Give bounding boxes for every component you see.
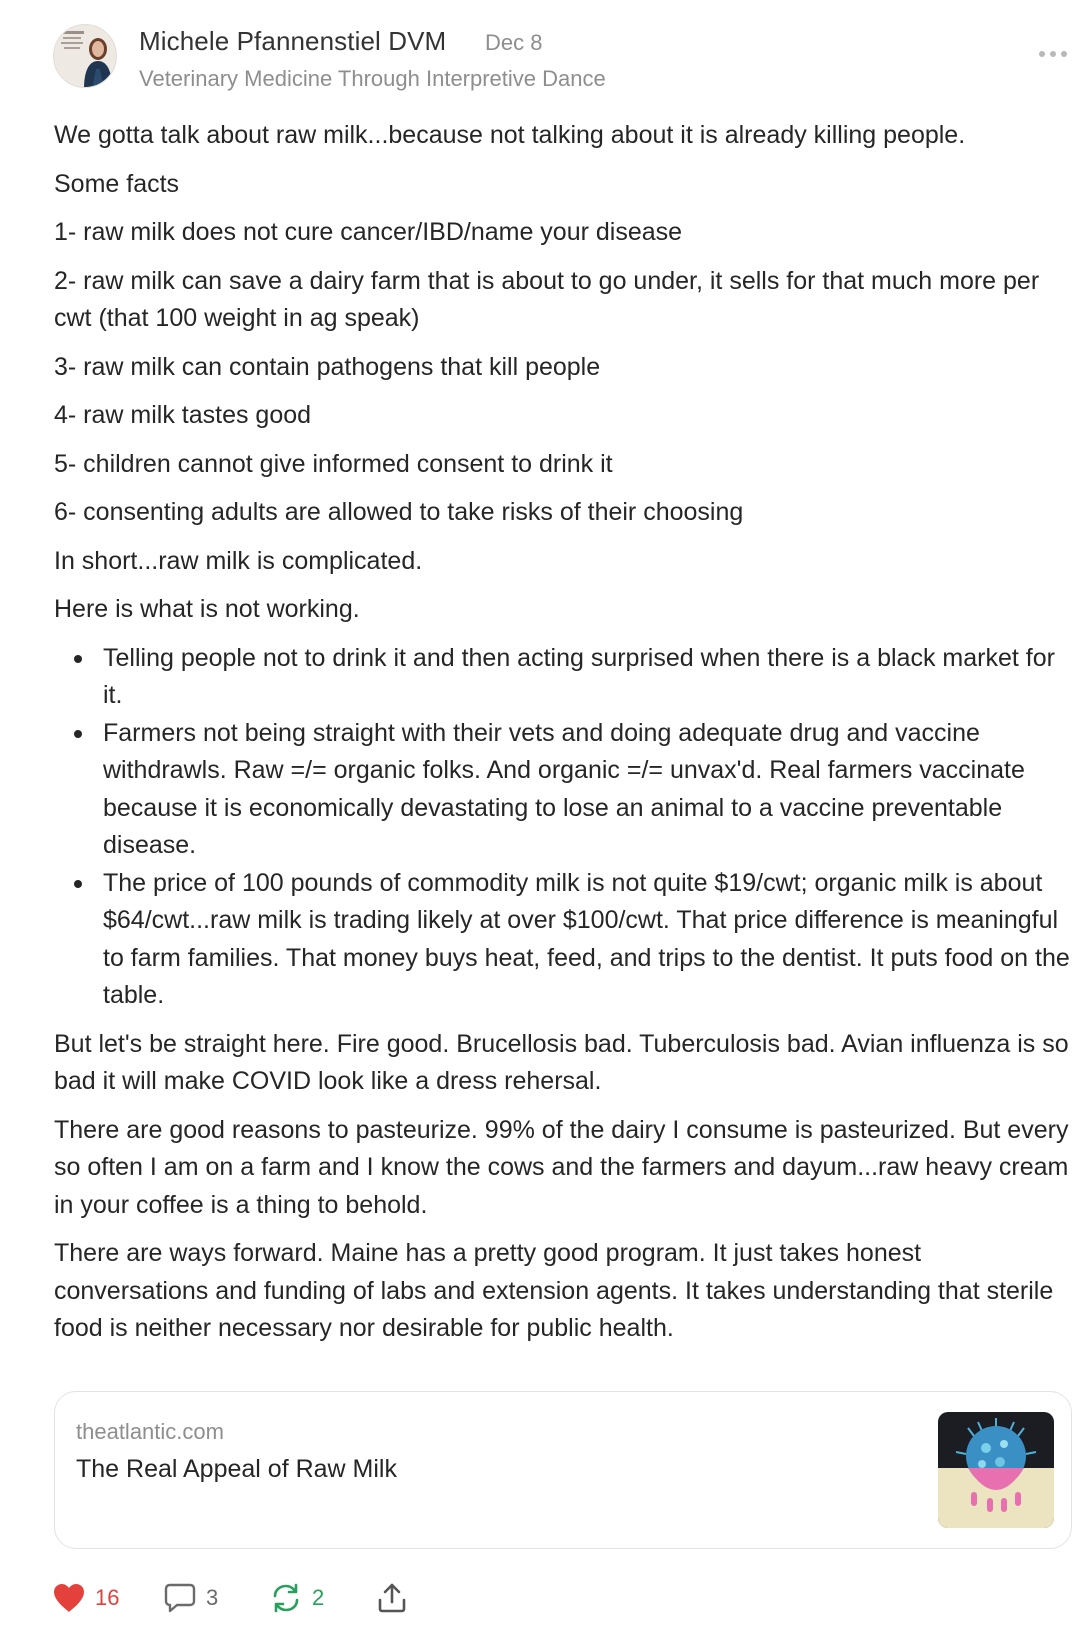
link-preview-card[interactable]	[54, 1391, 1072, 1549]
more-icon	[1036, 44, 1070, 64]
comment-count: 3	[206, 1585, 219, 1610]
restack-icon	[270, 1582, 302, 1614]
fact-item: 3- raw milk can contain pathogens that kill people	[54, 352, 601, 381]
facts-heading: Some facts	[54, 169, 180, 198]
bullet-list	[54, 640, 1074, 1015]
heart-icon	[53, 1583, 85, 1613]
restack-button[interactable]	[270, 1570, 324, 1626]
more-options-button[interactable]	[1036, 44, 1070, 64]
paragraph: There are ways forward. Maine has a pretty good program. It just takes honest conversations and funding of labs and extension agents. It takes understanding that sterile food is neither necessary nor desirable for public health.	[54, 1239, 1054, 1342]
fact-item: 5- children cannot give informed consent to drink it	[54, 449, 613, 478]
comment-button[interactable]	[164, 1570, 218, 1626]
restack-count: 2	[312, 1585, 325, 1610]
comment-icon	[164, 1582, 196, 1614]
paragraph: There are good reasons to pasteurize. 99% of the dairy I consume is pasteurized. But every so often I am on a farm and I know the cows and the farmers and dayum...raw heavy cream in your coffee is a thing to behold.	[54, 1115, 1069, 1219]
fact-item: 2- raw milk can save a dairy farm that is about to go under, it sells for that much more per cwt (that 100 weight in ag speak)	[54, 266, 1040, 332]
bullet-item: Telling people not to drink it and then acting surprised when there is a black market for it.	[103, 640, 1074, 715]
paragraph: But let's be straight here. Fire good. Brucellosis bad. Tuberculosis bad. Avian influenza is so bad it will make COVID look like a dress rehersal.	[54, 1029, 1069, 1095]
share-icon	[376, 1582, 408, 1614]
post-body	[54, 117, 1074, 1359]
not-working-heading: Here is what is not working.	[54, 595, 360, 623]
post-intro: We gotta talk about raw milk...because not talking about it is already killing people.	[54, 121, 966, 149]
avatar[interactable]	[53, 24, 117, 88]
bullet-item: The price of 100 pounds of commodity milk is not quite $19/cwt; organic milk is about $64/cwt...raw milk is trading likely at over $100/cwt. That price difference is meaningful to farm families. That money buys heat, feed, and trips to the dentist. It puts food on the table.	[103, 865, 1074, 1015]
like-button[interactable]	[53, 1570, 119, 1626]
link-thumbnail	[938, 1412, 1054, 1528]
virus-udder-image	[938, 1412, 1054, 1528]
bullet-item: Farmers not being straight with their vets and doing adequate drug and vaccine withdrawls. Raw =/= organic folks. And organic =/= unvax'd. Real farmers vaccinate because it is economically devastating to lose an animal to a vaccine preventable disease.	[103, 715, 1074, 865]
fact-item: 6- consenting adults are allowed to take risks of their choosing	[54, 498, 744, 526]
fact-item: 4- raw milk tastes good	[54, 401, 312, 429]
author-publication[interactable]: Veterinary Medicine Through Interpretive Dance	[139, 66, 606, 91]
share-button[interactable]	[376, 1570, 408, 1626]
post-actions	[0, 1570, 1092, 1626]
link-domain: theatlantic.com	[76, 1419, 224, 1444]
fact-item: 1- raw milk does not cure cancer/IBD/name your disease	[54, 218, 683, 246]
like-count: 16	[95, 1585, 120, 1610]
summary-text: In short...raw milk is complicated.	[54, 546, 423, 575]
avatar-image	[54, 25, 117, 88]
post-date[interactable]: Dec 8	[485, 30, 543, 55]
link-title: The Real Appeal of Raw Milk	[76, 1455, 397, 1483]
author-name[interactable]: Michele Pfannenstiel DVM	[139, 26, 447, 56]
